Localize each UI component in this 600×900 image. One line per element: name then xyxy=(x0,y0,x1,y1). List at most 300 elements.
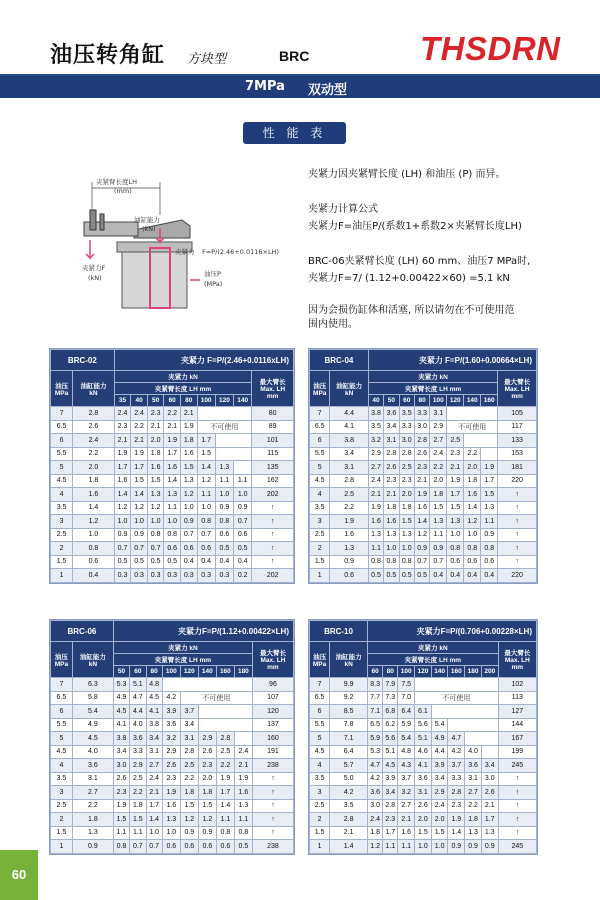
performance-table xyxy=(50,620,294,854)
force-cell: 3.8 xyxy=(368,407,383,421)
max-lh-cell: 89 xyxy=(252,420,294,434)
pressure-cell: 6.5 xyxy=(310,691,330,705)
force-cell: 1.6 xyxy=(464,488,481,502)
force-cell: 1.3 xyxy=(180,474,197,488)
force-cell: 2.0 xyxy=(431,813,448,827)
force-cell: 1.4 xyxy=(197,461,215,475)
capacity-header xyxy=(330,371,368,407)
max-lh-cell: 199 xyxy=(498,745,536,759)
table-row xyxy=(310,434,537,448)
force-cell: 0.7 xyxy=(131,542,148,556)
max-lh-header-maxlh3: mm xyxy=(266,393,279,400)
spec-bar xyxy=(0,74,600,98)
force-cell: 3.6 xyxy=(465,759,482,773)
force-cell: 2.2 xyxy=(216,759,234,773)
force-cell: 2.7 xyxy=(465,786,482,800)
force-cell: 0.5 xyxy=(215,542,233,556)
force-cell: 0.7 xyxy=(130,840,146,854)
force-cell: 4.1 xyxy=(113,718,129,732)
pressure-cell: 2 xyxy=(310,813,330,827)
force-cell: 0.9 xyxy=(481,528,498,542)
max-lh-header-maxlh2: Max. LH xyxy=(260,657,286,664)
force-cell: 1.8 xyxy=(465,813,482,827)
force-cell: 3.3 xyxy=(130,745,146,759)
force-header: 夹紧力 kN xyxy=(368,371,497,383)
capacity-header-unit: kN xyxy=(89,389,98,397)
force-cell: 3.3 xyxy=(448,772,465,786)
force-cell: 1.1 xyxy=(234,813,252,827)
capacity-cell: 3.1 xyxy=(330,461,368,475)
table-row xyxy=(310,420,537,434)
table-row xyxy=(310,705,537,719)
arm-length-value: 60 xyxy=(164,395,181,407)
force-cell: 0.8 xyxy=(164,528,181,542)
max-lh-cell: 238 xyxy=(252,759,293,773)
capacity-cell: 0.6 xyxy=(330,569,368,583)
force-cell: 3.6 xyxy=(384,407,399,421)
force-cell: 4.8 xyxy=(398,745,415,759)
force-cell: 1.7 xyxy=(481,474,498,488)
force-cell: 2.9 xyxy=(368,447,383,461)
force-cell: 1.6 xyxy=(414,501,429,515)
pressure-cell: 4 xyxy=(51,488,73,502)
unusable-label: 不可使用 xyxy=(447,420,498,434)
force-cell: 1.1 xyxy=(130,826,146,840)
force-cell: 3.4 xyxy=(113,745,129,759)
capacity-cell: 2.7 xyxy=(72,786,113,800)
table-row xyxy=(51,786,294,800)
force-cell: 3.2 xyxy=(162,732,180,746)
force-cell: 0.8 xyxy=(215,515,233,529)
max-lh-cell: 191 xyxy=(252,745,293,759)
oil-pressure-label: 油压P xyxy=(204,270,221,278)
force-cell: 3.6 xyxy=(162,718,180,732)
table-formula: 夹紧力F=P/(1.12+0.00422×LH) xyxy=(113,621,293,642)
arm-length-value: 160 xyxy=(448,666,465,678)
pressure-header xyxy=(51,642,73,678)
force-cell: 0.4 xyxy=(234,555,252,569)
capacity-cell: 6.3 xyxy=(72,678,113,692)
force-cell: 2.0 xyxy=(415,813,432,827)
table-row xyxy=(51,691,294,705)
pressure-cell: 5.5 xyxy=(310,718,330,732)
table-row xyxy=(51,840,294,854)
arm-length-value: 120 xyxy=(180,666,198,678)
force-cell: 0.6 xyxy=(180,840,198,854)
capacity-cell: 3.6 xyxy=(72,759,113,773)
force-cell: 1.3 xyxy=(465,826,482,840)
table-row xyxy=(310,826,537,840)
force-cell: 5.9 xyxy=(398,718,415,732)
capacity-cell: 4.2 xyxy=(330,786,368,800)
pressure-cell: 6.5 xyxy=(310,420,330,434)
force-cell: 3.0 xyxy=(368,799,383,813)
force-cell: 2.8 xyxy=(383,799,398,813)
force-cell: 1.0 xyxy=(215,488,233,502)
force-cell: 3.1 xyxy=(430,407,447,421)
table-row xyxy=(51,528,294,542)
force-cell: 1.1 xyxy=(430,528,447,542)
force-cell: 0.9 xyxy=(180,826,198,840)
capacity-cell: 4.9 xyxy=(72,718,113,732)
force-cell: 7.3 xyxy=(383,691,398,705)
force-cell: 2.1 xyxy=(398,813,415,827)
force-cell: 2.4 xyxy=(368,813,383,827)
max-lh-cell: 107 xyxy=(252,691,293,705)
force-cell: 0.3 xyxy=(164,569,181,583)
performance-table xyxy=(309,620,537,854)
capacity-cell: 2.6 xyxy=(73,420,115,434)
force-cell: 1.0 xyxy=(146,826,162,840)
force-cell: 0.6 xyxy=(234,528,252,542)
max-lh-cell: 160 xyxy=(252,732,293,746)
max-lh-header-maxlh3: mm xyxy=(511,393,523,400)
force-cell: 0.9 xyxy=(234,501,252,515)
table-row xyxy=(51,555,294,569)
force-cell: 6.4 xyxy=(398,705,415,719)
force-cell: 2.4 xyxy=(431,799,448,813)
force-cell: 1.4 xyxy=(131,488,148,502)
force-cell: 3.6 xyxy=(368,786,383,800)
max-lh-cell: 167 xyxy=(498,732,536,746)
force-cell: 1.1 xyxy=(398,840,415,854)
force-cell: 0.7 xyxy=(147,542,164,556)
force-cell: 1.9 xyxy=(180,420,197,434)
force-cell: 0.5 xyxy=(399,569,414,583)
force-cell: 5.1 xyxy=(383,745,398,759)
force-cell: 0.3 xyxy=(114,569,131,583)
unusable-cell xyxy=(234,732,252,746)
force-cell: 1.5 xyxy=(130,813,146,827)
max-lh-header xyxy=(498,642,536,678)
force-cell: 0.6 xyxy=(447,555,464,569)
max-lh-cell: ↑ xyxy=(498,799,536,813)
force-cell: 2.1 xyxy=(180,407,197,421)
force-cell: 2.1 xyxy=(481,799,498,813)
force-cell: 2.8 xyxy=(414,434,429,448)
pressure-cell: 2.5 xyxy=(310,799,330,813)
force-cell: 3.0 xyxy=(414,420,429,434)
force-cell: 1.4 xyxy=(164,474,181,488)
table-row xyxy=(51,420,294,434)
capacity-cell: 1.4 xyxy=(330,840,368,854)
unusable-cell xyxy=(431,705,498,719)
capacity-cell: 2.1 xyxy=(330,826,368,840)
capacity-cell: 0.9 xyxy=(72,840,113,854)
force-cell: 5.4 xyxy=(398,732,415,746)
force-cell: 2.2 xyxy=(465,799,482,813)
force-cell: 0.9 xyxy=(481,840,498,854)
force-cell: 2.1 xyxy=(164,420,181,434)
force-cell: 4.7 xyxy=(368,759,383,773)
table-formula: 夹紧力F=P/(0.706+0.00228×LH) xyxy=(368,621,537,642)
unusable-cell xyxy=(481,745,498,759)
force-cell: 1.6 xyxy=(114,474,131,488)
force-cell: 1.8 xyxy=(198,786,216,800)
force-cell: 3.4 xyxy=(481,759,498,773)
max-lh-cell: 220 xyxy=(498,474,537,488)
force-cell: 2.9 xyxy=(430,420,447,434)
max-lh-cell: 105 xyxy=(498,407,537,421)
force-cell: 1.6 xyxy=(164,461,181,475)
max-lh-header-maxlh: 最大臂长 xyxy=(259,650,286,657)
table-row xyxy=(310,407,537,421)
force-cell: 1.5 xyxy=(415,826,432,840)
force-cell: 0.8 xyxy=(464,542,481,556)
pressure-header-unit: MPa xyxy=(54,660,69,668)
unusable-label: 不可使用 xyxy=(415,691,499,705)
capacity-header xyxy=(72,642,113,678)
arm-length-value: 140 xyxy=(464,395,481,407)
pressure-rating: 7MPa xyxy=(245,79,285,94)
force-cell: 6.8 xyxy=(383,705,398,719)
capacity-header-unit: kN xyxy=(88,660,98,668)
capacity-cell: 7.8 xyxy=(330,718,368,732)
table-row xyxy=(310,555,537,569)
section-title: 性 能 表 xyxy=(243,122,346,144)
pressure-cell: 5.5 xyxy=(51,447,73,461)
arm-length-value: 120 xyxy=(415,666,432,678)
max-lh-cell: ↑ xyxy=(498,772,536,786)
arm-length-value: 180 xyxy=(234,666,252,678)
pressure-cell: 3.5 xyxy=(310,501,330,515)
force-cell: 7.1 xyxy=(368,705,383,719)
force-cell: 0.3 xyxy=(147,569,164,583)
capacity-header xyxy=(330,642,368,678)
force-cell: 2.4 xyxy=(234,745,252,759)
force-cell: 4.1 xyxy=(415,759,432,773)
table-row xyxy=(51,461,294,475)
force-cell: 0.6 xyxy=(215,528,233,542)
max-lh-cell: 137 xyxy=(252,718,293,732)
force-cell: 1.5 xyxy=(197,447,215,461)
force-cell: 2.2 xyxy=(180,772,198,786)
table-row xyxy=(310,691,537,705)
capacity-cell: 2.2 xyxy=(73,447,115,461)
capacity-cell: 3.8 xyxy=(330,434,368,448)
diagram-formula: F=P/(2.46+0.0116×LH) xyxy=(202,248,279,256)
pressure-cell: 2 xyxy=(51,813,73,827)
arm-length-value: 100 xyxy=(398,666,415,678)
force-cell: 1.4 xyxy=(414,515,429,529)
force-cell: 0.5 xyxy=(147,555,164,569)
force-cell: 0.8 xyxy=(113,840,129,854)
unusable-cell xyxy=(215,447,252,461)
force-cell: 3.3 xyxy=(414,407,429,421)
arm-length-value: 80 xyxy=(383,666,398,678)
force-cell: 1.9 xyxy=(114,447,131,461)
table-row xyxy=(310,542,537,556)
performance-table xyxy=(50,349,294,583)
pressure-cell: 4.5 xyxy=(51,745,73,759)
force-cell: 3.1 xyxy=(180,732,198,746)
force-cell: 3.9 xyxy=(431,759,448,773)
table-model: BRC-02 xyxy=(51,350,115,371)
pressure-cell: 5 xyxy=(310,461,330,475)
force-cell: 1.3 xyxy=(447,515,464,529)
max-lh-header xyxy=(498,371,537,407)
max-lh-cell: 202 xyxy=(252,569,294,583)
force-cell: 4.3 xyxy=(398,759,415,773)
oil-pressure-unit: (MPa) xyxy=(204,280,223,288)
force-cell: 1.9 xyxy=(448,813,465,827)
force-cell: 1.5 xyxy=(447,501,464,515)
capacity-cell: 0.4 xyxy=(73,569,115,583)
force-cell: 3.7 xyxy=(180,705,198,719)
capacity-cell: 0.6 xyxy=(73,555,115,569)
brand-logo: THSDRN xyxy=(420,30,561,67)
capacity-cell: 0.8 xyxy=(73,542,115,556)
force-cell: 2.5 xyxy=(130,772,146,786)
force-cell: 1.8 xyxy=(399,501,414,515)
force-cell: 1.2 xyxy=(464,515,481,529)
arm-length-value: 160 xyxy=(216,666,234,678)
capacity-cell: 6.4 xyxy=(330,745,368,759)
force-cell: 3.9 xyxy=(383,772,398,786)
table-row xyxy=(310,474,537,488)
table-formula: 夹紧力 F=P/(2.46+0.0116xLH) xyxy=(114,350,293,371)
pressure-cell: 4.5 xyxy=(310,474,330,488)
force-cell: 2.3 xyxy=(198,759,216,773)
table-row xyxy=(51,515,294,529)
force-cell: 1.0 xyxy=(164,515,181,529)
force-cell: 2.8 xyxy=(384,447,399,461)
force-cell: 4.4 xyxy=(130,705,146,719)
unusable-cell xyxy=(464,434,498,448)
force-cell: 5.1 xyxy=(415,732,432,746)
arm-length-value: 140 xyxy=(198,666,216,678)
force-cell: 0.9 xyxy=(131,528,148,542)
force-cell: 1.5 xyxy=(180,799,198,813)
force-cell: 1.5 xyxy=(147,474,164,488)
pressure-header xyxy=(310,371,330,407)
force-cell: 2.1 xyxy=(368,488,383,502)
force-cell: 1.3 xyxy=(399,528,414,542)
table-row xyxy=(51,745,294,759)
clamp-force-unit: (kN) xyxy=(88,274,102,282)
force-cell: 0.8 xyxy=(197,515,215,529)
table-row xyxy=(51,705,294,719)
force-cell: 2.5 xyxy=(216,745,234,759)
force-cell: 0.8 xyxy=(216,826,234,840)
pressure-cell: 3.5 xyxy=(51,772,73,786)
max-lh-cell: ↑ xyxy=(252,799,293,813)
unusable-cell xyxy=(198,705,252,719)
arm-length-header: 夹紧臂长度 LH mm xyxy=(113,654,252,666)
force-cell: 6.5 xyxy=(368,718,383,732)
pressure-cell: 5 xyxy=(51,732,73,746)
table-row xyxy=(310,786,537,800)
force-cell: 1.0 xyxy=(197,501,215,515)
force-cell: 2.5 xyxy=(399,461,414,475)
force-cell: 1.0 xyxy=(464,528,481,542)
force-cell: 1.9 xyxy=(234,772,252,786)
force-cell: 0.8 xyxy=(399,555,414,569)
capacity-cell: 2.5 xyxy=(330,488,368,502)
force-cell: 0.9 xyxy=(215,501,233,515)
force-cell: 2.4 xyxy=(114,407,131,421)
force-cell: 0.5 xyxy=(384,569,399,583)
force-cell: 4.0 xyxy=(130,718,146,732)
capacity-cell: 1.6 xyxy=(73,488,115,502)
max-lh-cell: ↑ xyxy=(252,772,293,786)
force-cell: 0.9 xyxy=(465,840,482,854)
force-cell: 0.9 xyxy=(198,826,216,840)
pressure-cell: 1 xyxy=(310,569,330,583)
force-cell: 2.0 xyxy=(464,461,481,475)
force-cell: 0.7 xyxy=(197,528,215,542)
unusable-cell xyxy=(198,718,252,732)
unusable-cell xyxy=(197,407,252,421)
arm-length-value: 160 xyxy=(481,395,498,407)
unusable-cell xyxy=(447,407,498,421)
arm-length-value: 80 xyxy=(180,395,197,407)
force-cell: 1.6 xyxy=(162,799,180,813)
force-cell: 0.6 xyxy=(481,555,498,569)
force-cell: 2.4 xyxy=(146,772,162,786)
force-cell: 4.7 xyxy=(130,691,146,705)
force-cell: 2.2 xyxy=(430,461,447,475)
table-row xyxy=(51,772,294,786)
desc-line-6: 因为会损伤缸体和活塞, 所以请勿在不可使用范 xyxy=(308,305,515,316)
formula-prefix: 夹紧力 xyxy=(175,248,195,256)
force-cell: 1.3 xyxy=(481,501,498,515)
pressure-cell: 1 xyxy=(51,569,73,583)
force-cell: 0.4 xyxy=(180,555,197,569)
capacity-cell: 2.2 xyxy=(72,799,113,813)
table-row xyxy=(310,488,537,502)
force-cell: 4.8 xyxy=(146,678,162,692)
capacity-cell: 2.4 xyxy=(73,434,115,448)
force-cell: 3.5 xyxy=(399,407,414,421)
capacity-cell: 2.2 xyxy=(330,501,368,515)
pressure-cell: 3 xyxy=(51,515,73,529)
max-lh-header-maxlh: 最大臂长 xyxy=(504,379,531,386)
max-lh-cell: 245 xyxy=(498,759,536,773)
capacity-cell: 1.8 xyxy=(72,813,113,827)
force-cell: 1.2 xyxy=(180,488,197,502)
arm-length-value: 60 xyxy=(368,666,383,678)
arm-length-header: 夹紧臂长度 LH mm xyxy=(114,383,252,395)
max-lh-cell: ↑ xyxy=(252,528,294,542)
force-cell: 0.3 xyxy=(131,569,148,583)
force-cell: 2.0 xyxy=(147,434,164,448)
force-cell: 1.0 xyxy=(399,542,414,556)
max-lh-header-maxlh3: mm xyxy=(511,664,524,671)
pressure-header-unit: MPa xyxy=(313,389,327,397)
pressure-cell: 1 xyxy=(310,840,330,854)
force-cell: 1.3 xyxy=(368,528,383,542)
force-cell: 4.1 xyxy=(146,705,162,719)
force-cell: 1.7 xyxy=(131,461,148,475)
capacity-cell: 4.0 xyxy=(72,745,113,759)
capacity-cell: 1.9 xyxy=(330,515,368,529)
force-cell: 1.5 xyxy=(198,799,216,813)
max-lh-header-maxlh2: Max. LH xyxy=(504,386,530,393)
force-cell: 1.7 xyxy=(114,461,131,475)
force-cell: 3.7 xyxy=(398,772,415,786)
force-cell: 1.8 xyxy=(130,799,146,813)
arm-length-value: 50 xyxy=(113,666,129,678)
max-lh-cell: 135 xyxy=(252,461,294,475)
capacity-cell: 1.6 xyxy=(330,528,368,542)
force-cell: 7.7 xyxy=(368,691,383,705)
max-lh-cell: ↑ xyxy=(252,786,293,800)
force-cell: 2.4 xyxy=(430,447,447,461)
table-row xyxy=(51,488,294,502)
pressure-header-label: 油压 xyxy=(313,382,327,390)
max-lh-cell: ↑ xyxy=(252,813,293,827)
